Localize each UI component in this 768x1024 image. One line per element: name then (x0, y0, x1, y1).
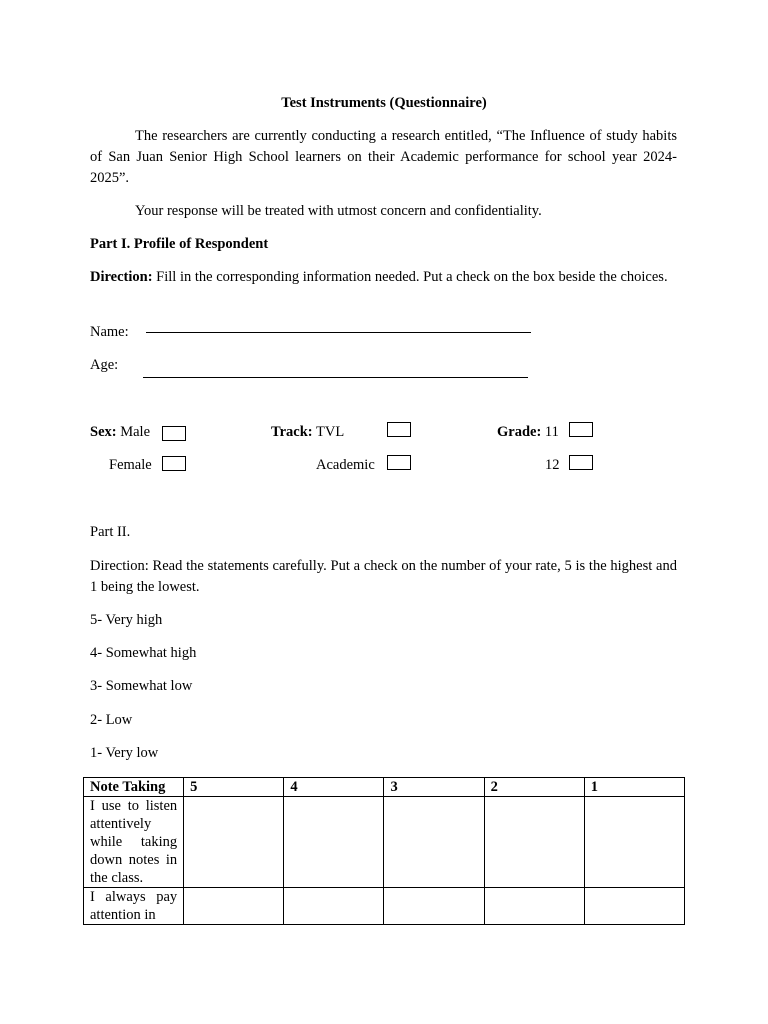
table-header-2: 2 (484, 778, 584, 797)
table-header-3: 3 (384, 778, 484, 797)
age-label: Age: (90, 357, 119, 373)
rating-cell-4[interactable] (284, 888, 384, 925)
table-header-row (84, 778, 685, 797)
track-academic-label: Academic (316, 457, 375, 473)
rating-cell-5[interactable] (184, 797, 284, 888)
rating-cell-4[interactable] (284, 797, 384, 888)
scale-item-5: 5- Very high (90, 612, 163, 628)
rating-cell-5[interactable] (184, 888, 284, 925)
table-row (84, 797, 685, 888)
grade-12-label: 12 (545, 457, 560, 473)
track-tvl-label (271, 422, 344, 443)
intro-paragraph: The researchers are currently conducting a research entitled, “The Influence of study habits of San Juan Senior High School learners on their Academic performance for school year 2024-2025”. (90, 128, 677, 186)
scale-item-1: 1- Very low (90, 745, 159, 761)
table-header-5: 5 (184, 778, 284, 797)
rating-cell-2[interactable] (484, 888, 584, 925)
part2-direction: Direction: Read the statements carefully. Put a check on the number of your rate, 5 is the highest and 1 being the lowest. (90, 558, 677, 595)
rating-cell-1[interactable] (584, 888, 684, 925)
table-header-4: 4 (284, 778, 384, 797)
rating-table (83, 777, 685, 925)
grade-label: Grade: (497, 424, 542, 440)
statement-cell: I always pay attention in (84, 888, 184, 925)
track-tvl-checkbox[interactable] (387, 422, 411, 437)
statement-cell: I use to listen attentively while taking down notes in the class. (84, 797, 184, 888)
part2-heading: Part II. (90, 524, 131, 540)
rating-cell-3[interactable] (384, 888, 484, 925)
rating-cell-2[interactable] (484, 797, 584, 888)
sex-male-label (90, 422, 150, 443)
sex-male-checkbox[interactable] (162, 426, 186, 441)
part1-heading: Part I. Profile of Respondent (90, 236, 269, 252)
name-field[interactable] (146, 332, 531, 333)
scale-item-4: 4- Somewhat high (90, 645, 197, 661)
sex-male-text: Male (120, 424, 151, 440)
track-label: Track: (271, 424, 313, 440)
part1-direction (90, 267, 677, 288)
scale-item-3: 3- Somewhat low (90, 678, 193, 694)
name-label: Name: (90, 324, 129, 340)
table-header-category: Note Taking (84, 778, 184, 797)
age-field[interactable] (143, 377, 528, 378)
track-academic-checkbox[interactable] (387, 455, 411, 470)
sex-female-label: Female (109, 457, 152, 473)
scale-item-2: 2- Low (90, 712, 133, 728)
part1-direction-text: Fill in the corresponding information needed. Put a check on the box beside the choices. (152, 269, 668, 285)
sex-female-checkbox[interactable] (162, 456, 186, 471)
grade-12-checkbox[interactable] (569, 455, 593, 470)
table-row (84, 888, 685, 925)
document-title: Test Instruments (Questionnaire) (281, 95, 487, 111)
confidentiality-statement: Your response will be treated with utmost concern and confidentiality. (135, 203, 542, 219)
grade-11-text: 11 (544, 424, 559, 440)
sex-label: Sex: (90, 424, 117, 440)
grade-11-checkbox[interactable] (569, 422, 593, 437)
rating-cell-3[interactable] (384, 797, 484, 888)
track-tvl-text: TVL (316, 424, 345, 440)
rating-cell-1[interactable] (584, 797, 684, 888)
table-header-1: 1 (584, 778, 684, 797)
grade-11-label (497, 422, 559, 443)
part1-direction-label: Direction: (90, 269, 153, 285)
